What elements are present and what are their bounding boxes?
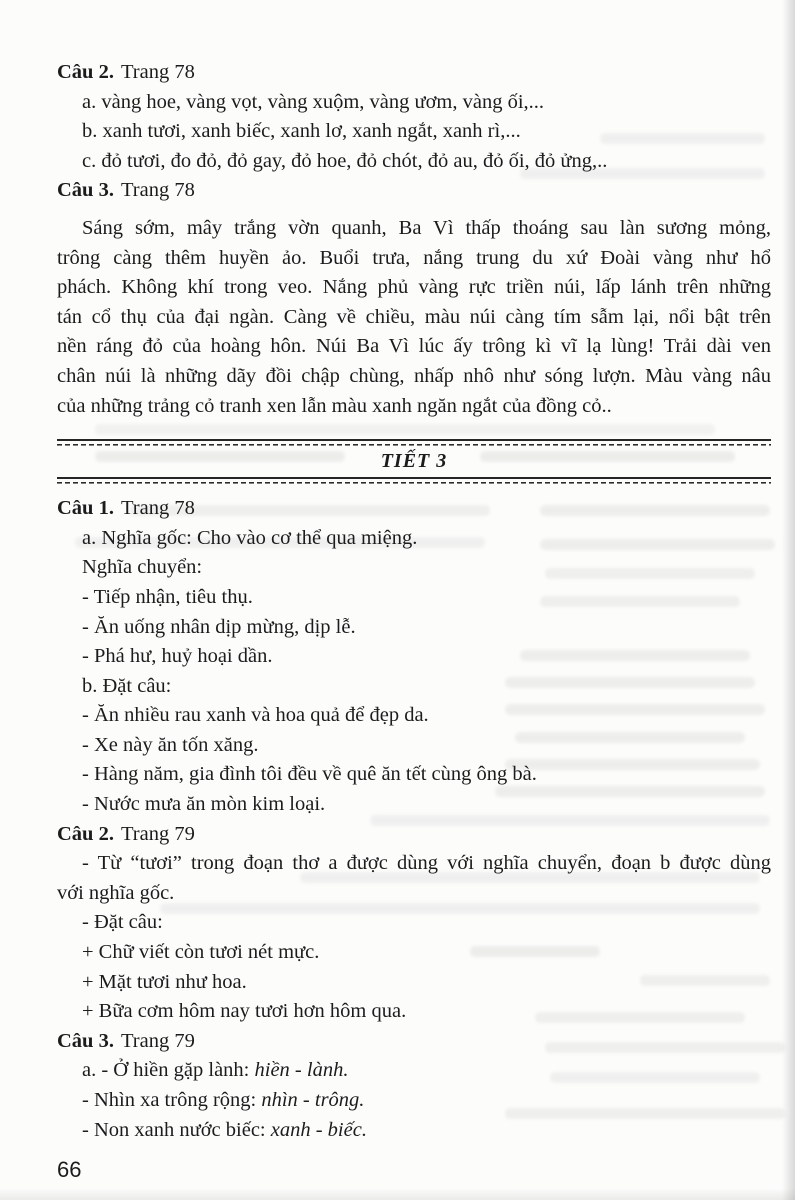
question-label: Câu 3.	[57, 1029, 114, 1052]
answer-line: + Bữa cơm hôm nay tươi hơn hôm qua.	[82, 1000, 407, 1023]
answer-line: - Hàng năm, gia đình tôi đều về quê ăn tết cùng ông bà.	[82, 763, 537, 786]
answer-line: với nghĩa gốc.	[57, 881, 175, 904]
question-heading	[57, 176, 771, 206]
answer-line: a. vàng hoe, vàng vọt, vàng xuộm, vàng ươm, vàng ối,...	[82, 90, 545, 113]
question-label: Câu 3.	[57, 179, 114, 202]
paragraph-line: của những trảng cỏ tranh xen lẫn màu xanh ngăn ngắt của đồng cỏ..	[57, 394, 612, 417]
paragraph-line: tán cổ thụ của đại ngàn. Càng về chiều, màu núi càng tím sẫm lại, nổi bật trên	[57, 305, 771, 328]
paragraph-line: phách. Không khí trong veo. Nắng phủ vàng rực triền núi, lấp lánh trên những	[57, 276, 771, 299]
answer-line: b. xanh tươi, xanh biếc, xanh lơ, xanh ngắt, xanh rì,...	[82, 120, 521, 143]
answer-lead: a. - Ở hiền gặp lành:	[82, 1059, 255, 1082]
divider-rule-bottom	[57, 477, 771, 484]
answer-line: - Nước mưa ăn mòn kim loại.	[82, 793, 326, 816]
answer-lead: - Nhìn xa trông rộng:	[82, 1089, 262, 1111]
paragraph-line: nền ráng đỏ của hoàng hôn. Núi Ba Vì lúc ấy trông kì vĩ lạ lùng! Trải dài ven	[57, 335, 771, 358]
answer-word-pair: nhìn - trông.	[261, 1089, 365, 1111]
answer-line	[57, 1116, 771, 1146]
scan-edge-bottom	[0, 1188, 795, 1200]
answer-line: + Chữ viết còn tươi nét mực.	[82, 941, 320, 964]
question-heading	[57, 58, 771, 88]
page-content	[57, 58, 771, 1183]
question-label: Câu 1.	[57, 497, 114, 520]
question-page-ref: Trang 78	[120, 61, 195, 83]
question-heading	[57, 494, 771, 524]
answer-line: - Đặt câu:	[82, 911, 163, 934]
question-heading	[57, 820, 771, 850]
answer-line: - Phá hư, huỷ hoại dần.	[82, 645, 273, 668]
answer-line: Nghĩa chuyển:	[82, 556, 203, 579]
question-page-ref: Trang 79	[120, 1029, 195, 1052]
question-label: Câu 2.	[57, 61, 114, 83]
answer-word-pair: hiền - lành.	[254, 1059, 349, 1082]
answer-line: + Mặt tươi như hoa.	[82, 970, 247, 993]
answer-line: - Tiếp nhận, tiêu thụ.	[82, 585, 253, 608]
answer-line: - Từ “tươi” trong đoạn thơ a được dùng với nghĩa chuyển, đoạn b được dùng	[82, 852, 771, 875]
divider-rule-top	[57, 439, 771, 446]
question-page-ref: Trang 78	[120, 179, 195, 202]
answer-line	[57, 1056, 771, 1086]
paragraph-line: chân núi là những dãy đồi chập chùng, nhấp nhô như sóng lượn. Màu vàng nâu	[57, 364, 771, 387]
answer-line	[57, 1086, 771, 1116]
scan-edge-right	[782, 0, 795, 1200]
answer-line: - Xe này ăn tốn xăng.	[82, 733, 259, 756]
section-title: TIẾT 3	[380, 450, 448, 473]
answer-lead: - Non xanh nước biếc:	[82, 1118, 271, 1141]
question-heading	[57, 1027, 771, 1057]
paragraph-line: Sáng sớm, mây trắng vờn quanh, Ba Vì thấp thoáng sau làn sương mỏng,	[82, 216, 771, 239]
paragraph-line: trông càng thêm huyền ảo. Buổi trưa, nắng trung du xứ Đoài vàng như hổ	[57, 246, 771, 269]
question-label: Câu 2.	[57, 822, 114, 845]
answer-paragraph	[57, 214, 771, 421]
section-divider	[57, 439, 771, 484]
answer-line: a. Nghĩa gốc: Cho vào cơ thể qua miệng.	[82, 526, 418, 549]
answer-line: c. đỏ tươi, đo đỏ, đỏ gay, đỏ hoe, đỏ chót, đỏ au, đỏ ối, đỏ ửng,..	[82, 149, 608, 172]
answer-line: - Ăn nhiều rau xanh và hoa quả để đẹp da.	[82, 704, 429, 727]
answer-line: - Ăn uống nhân dịp mừng, dịp lễ.	[82, 615, 356, 638]
question-page-ref: Trang 79	[120, 822, 195, 845]
question-page-ref: Trang 78	[120, 497, 195, 520]
answer-line: b. Đặt câu:	[82, 674, 172, 697]
answer-word-pair: xanh - biếc.	[270, 1118, 367, 1141]
page-number: 66	[57, 1157, 82, 1183]
